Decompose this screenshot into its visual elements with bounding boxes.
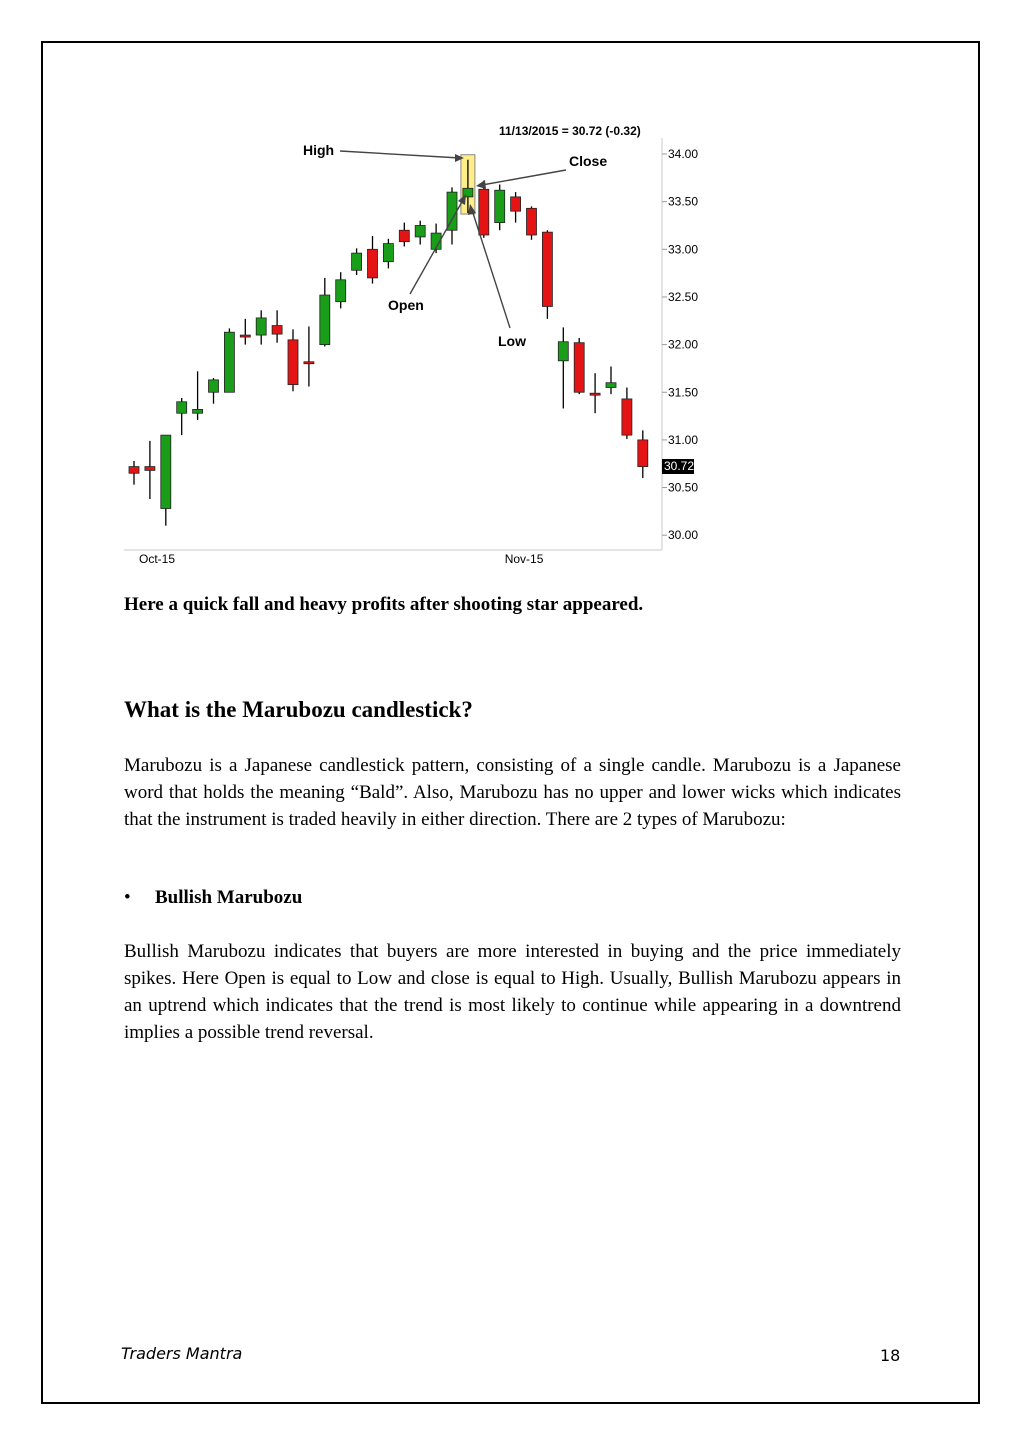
candle-down — [574, 343, 584, 393]
annotation-high — [303, 142, 464, 162]
candles — [129, 160, 648, 526]
candlestick-chart — [120, 118, 710, 570]
candle-up — [320, 295, 330, 345]
annotation-close-label: Close — [569, 153, 608, 169]
chart-info-label: 11/13/2015 = 30.72 (-0.32) — [499, 124, 641, 138]
candle-down — [542, 232, 552, 306]
chart-caption: Here a quick fall and heavy profits after shooting star appeared. — [124, 594, 644, 615]
annotation-low — [468, 204, 526, 349]
annotation-low-label: Low — [498, 333, 526, 349]
candle-up — [256, 318, 266, 335]
annotation-close — [476, 153, 607, 189]
annotation-close-arrowhead — [476, 180, 486, 189]
annotation-high-arrow — [340, 151, 460, 158]
candle-down — [527, 208, 537, 235]
candle-up — [352, 253, 362, 270]
y-tick-label: 31.00 — [668, 432, 699, 447]
x-tick-label: Oct-15 — [139, 552, 176, 566]
section-heading: What is the Marubozu candlestick? — [124, 697, 473, 722]
candle-down — [622, 399, 632, 435]
candle-down — [511, 197, 521, 211]
paragraph-bullish: Bullish Marubozu indicates that buyers are more interested in buying and the price immediately spikes. Here Open is equal to Low and close is equal to High. Usually, Bullish Marubozu appears in an uptrend which indicates that the trend is most likely to continue while appearing in a downtrend implies a possible trend reversal. — [124, 941, 901, 1043]
candle-up — [606, 383, 616, 388]
candle-down — [288, 340, 298, 385]
y-tick-label: 30.00 — [668, 528, 699, 543]
candle-up — [558, 342, 568, 361]
candle-down — [399, 230, 409, 241]
paragraph-intro: Marubozu is a Japanese candlestick pattern, consisting of a single candle. Marubozu is a Japanese word that holds the meaning “Bald”. Also, Marubozu has no upper and lower wicks which indicates that the instrument is traded heavily in either direction. There are 2 types of Marubozu: — [124, 755, 901, 830]
annotation-open-label: Open — [388, 297, 424, 313]
x-ticks — [139, 552, 544, 566]
candle-up — [161, 435, 171, 508]
y-tick-label: 30.50 — [668, 480, 699, 495]
y-tick-label: 31.50 — [668, 385, 699, 400]
candle-down — [479, 189, 489, 235]
candle-down — [145, 467, 155, 471]
candle-down — [638, 440, 648, 467]
y-tick-label: 33.00 — [668, 242, 699, 257]
y-tick-label: 32.00 — [668, 337, 699, 352]
annotation-open-arrow — [410, 200, 463, 294]
annotation-low-arrow — [472, 210, 510, 328]
candle-up — [495, 190, 505, 222]
bullet-item — [124, 887, 302, 909]
candle-down — [590, 393, 600, 395]
candle-down — [368, 249, 378, 278]
candle-up — [193, 409, 203, 413]
annotation-high-label: High — [303, 142, 335, 158]
bullet-label: Bullish Marubozu — [155, 887, 303, 908]
y-tick-label: 33.50 — [668, 194, 699, 209]
candle-down — [304, 362, 314, 364]
footer-brand: Traders Mantra — [121, 1344, 243, 1363]
bullet-dot: • — [124, 887, 131, 908]
candle-up — [415, 225, 425, 236]
candle-down — [240, 335, 250, 337]
candle-up — [336, 280, 346, 302]
chart-svg — [120, 118, 710, 570]
candle-up — [383, 244, 393, 262]
candle-up — [209, 380, 219, 392]
y-tick-label: 34.00 — [668, 147, 699, 161]
candle-up — [177, 402, 187, 413]
y-tick-label: 32.50 — [668, 289, 699, 304]
last-price-label: 30.72 — [664, 459, 695, 473]
candle-down — [272, 326, 282, 335]
candle-up — [224, 332, 234, 392]
page-number: 18 — [880, 1346, 901, 1365]
candle-down — [129, 467, 139, 474]
y-ticks — [662, 147, 698, 542]
annotation-close-arrow — [482, 170, 566, 185]
x-tick-label: Nov-15 — [504, 552, 544, 566]
